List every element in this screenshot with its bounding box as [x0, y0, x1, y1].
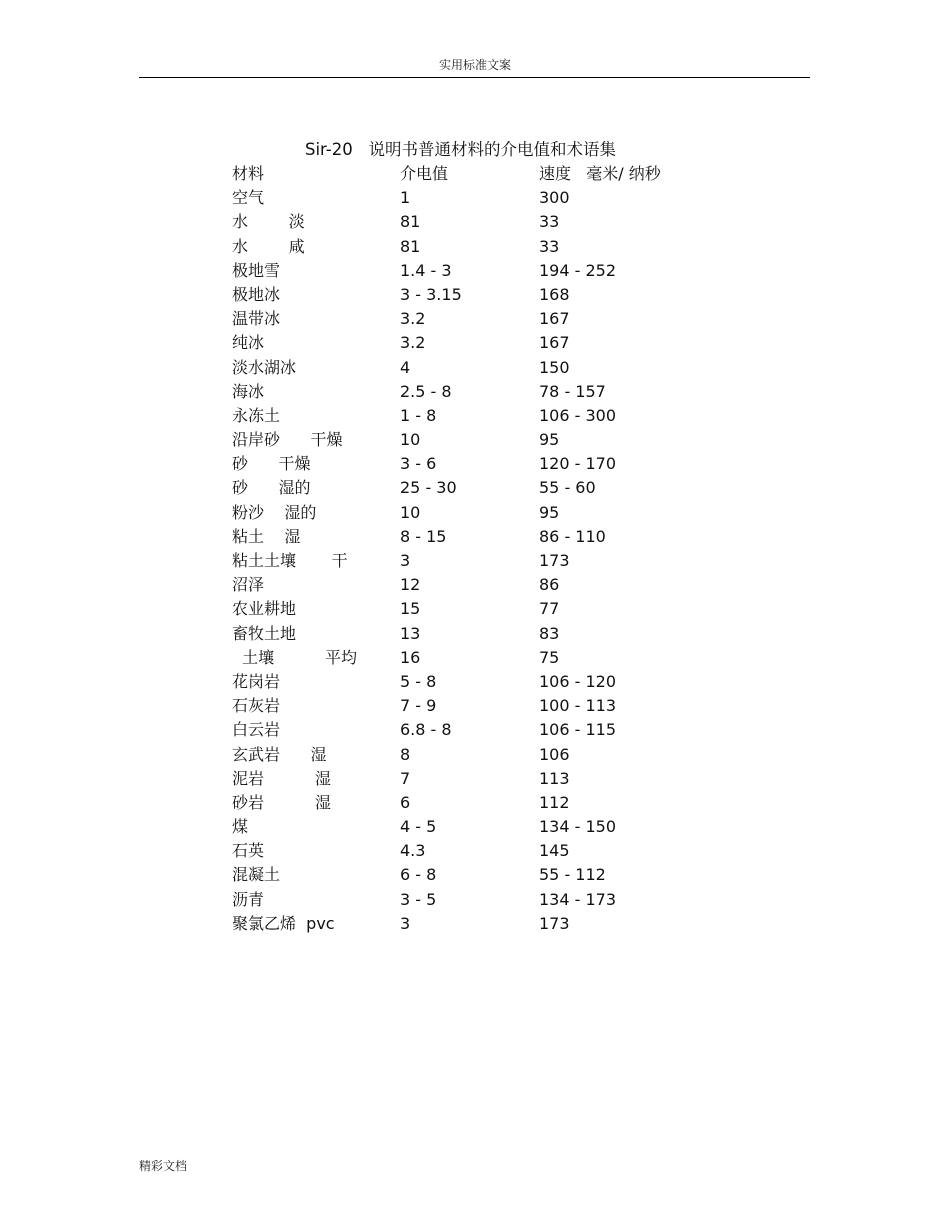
document-title: Sir-20 说明书普通材料的介电值和术语集 [305, 140, 616, 159]
table-cell-dielectric: 12 [400, 575, 421, 595]
table-cell-dielectric: 13 [400, 623, 421, 643]
table-row [232, 694, 617, 718]
table-cell-material: 煤 [232, 817, 249, 837]
table-row [232, 307, 570, 331]
table-row [232, 670, 617, 694]
table-cell-velocity: 33 [539, 212, 560, 232]
table-cell-material: 粉沙 湿的 [232, 502, 317, 522]
table-row [232, 573, 560, 597]
table-cell-dielectric: 4 [400, 357, 411, 377]
table-cell-dielectric: 81 [400, 212, 421, 232]
table-cell-material: 温带冰 [232, 309, 281, 329]
table-cell-velocity: 167 [539, 309, 570, 329]
table-cell-dielectric: 3.2 [400, 333, 426, 353]
table-cell-dielectric: 1 [400, 188, 411, 208]
table-cell-velocity: 134 - 150 [539, 817, 617, 837]
table-cell-dielectric: 7 - 9 [400, 696, 437, 716]
table-row [232, 356, 570, 380]
table-cell-velocity: 106 [539, 744, 570, 764]
table-cell-dielectric: 8 - 15 [400, 526, 447, 546]
table-cell-velocity: 95 [539, 430, 560, 450]
table-row [232, 622, 560, 646]
table-cell-velocity: 106 - 300 [539, 405, 617, 425]
table-row [232, 404, 617, 428]
table-cell-dielectric: 1.4 - 3 [400, 260, 452, 280]
table-row [232, 815, 617, 839]
table-cell-dielectric: 2.5 - 8 [400, 381, 452, 401]
table-row [232, 525, 606, 549]
table-row [232, 718, 617, 742]
column-header-dielectric: 介电值 [400, 164, 449, 183]
column-header-velocity: 速度 毫米/ 纳秒 [539, 164, 661, 183]
table-cell-velocity: 150 [539, 357, 570, 377]
table-cell-material: 沥青 [232, 889, 265, 909]
table-row [232, 767, 570, 791]
table-cell-dielectric: 6 [400, 792, 411, 812]
table-row [232, 331, 570, 355]
table-cell-velocity: 86 - 110 [539, 526, 606, 546]
table-row [232, 428, 560, 452]
dielectric-table [232, 162, 661, 936]
table-cell-material: 石灰岩 [232, 696, 281, 716]
table-cell-velocity: 33 [539, 236, 560, 256]
table-cell-velocity: 106 - 115 [539, 720, 617, 740]
table-cell-velocity: 113 [539, 768, 570, 788]
table-cell-dielectric: 3 - 5 [400, 889, 437, 909]
table-cell-material: 砂 干燥 [232, 454, 311, 474]
table-row [232, 186, 570, 210]
table-cell-velocity: 55 - 60 [539, 478, 596, 498]
table-cell-velocity: 75 [539, 647, 560, 667]
table-cell-material: 永冻土 [232, 405, 281, 425]
table-cell-material: 玄武岩 湿 [232, 744, 327, 764]
table-cell-dielectric: 5 - 8 [400, 671, 437, 691]
table-cell-material: 白云岩 [232, 720, 281, 740]
table-row [232, 646, 560, 670]
table-cell-dielectric: 7 [400, 768, 411, 788]
table-cell-material: 水 咸 [232, 236, 305, 256]
table-row [232, 283, 570, 307]
table-row [232, 476, 596, 500]
table-row [232, 597, 560, 621]
table-cell-velocity: 100 - 113 [539, 696, 617, 716]
table-cell-material: 沿岸砂 干燥 [232, 430, 343, 450]
table-row [232, 452, 617, 476]
header-divider [139, 77, 810, 78]
table-cell-material: 土壤 平均 [232, 647, 358, 667]
table-cell-material: 砂岩 湿 [232, 792, 331, 812]
table-cell-velocity: 86 [539, 575, 560, 595]
table-cell-material: 极地冰 [232, 284, 281, 304]
table-cell-dielectric: 6.8 - 8 [400, 720, 452, 740]
page-header: 实用标准文案 [438, 58, 511, 72]
table-row [232, 501, 560, 525]
table-row [232, 259, 617, 283]
table-cell-material: 泥岩 湿 [232, 768, 331, 788]
table-cell-dielectric: 16 [400, 647, 421, 667]
table-row [232, 912, 570, 936]
table-row [232, 235, 560, 259]
table-cell-material: 粘土 湿 [232, 526, 301, 546]
table-cell-velocity: 145 [539, 841, 570, 861]
table-cell-dielectric: 1 - 8 [400, 405, 437, 425]
table-cell-velocity: 77 [539, 599, 560, 619]
table-cell-material: 沼泽 [232, 575, 265, 595]
table-cell-material: 石英 [232, 841, 265, 861]
table-cell-dielectric: 3 [400, 913, 411, 933]
table-cell-material: 聚氯乙烯 pvc [232, 913, 335, 933]
table-cell-velocity: 167 [539, 333, 570, 353]
table-cell-material: 极地雪 [232, 260, 281, 280]
table-cell-dielectric: 8 [400, 744, 411, 764]
table-cell-material: 水 淡 [232, 212, 305, 232]
table-cell-velocity: 173 [539, 551, 570, 570]
table-cell-material: 畜牧土地 [232, 623, 297, 643]
table-header-row [232, 162, 661, 186]
table-cell-velocity: 120 - 170 [539, 454, 617, 474]
table-cell-material: 纯冰 [232, 333, 265, 353]
table-cell-material: 空气 [232, 188, 265, 208]
table-row [232, 210, 560, 234]
table-cell-material: 农业耕地 [232, 599, 297, 619]
table-cell-velocity: 83 [539, 623, 560, 643]
table-row [232, 863, 606, 887]
table-cell-velocity: 168 [539, 284, 570, 304]
table-cell-velocity: 55 - 112 [539, 865, 606, 885]
table-cell-velocity: 95 [539, 502, 560, 522]
table-cell-material: 淡水湖冰 [232, 357, 297, 377]
table-cell-dielectric: 3 - 3.15 [400, 284, 462, 304]
table-cell-dielectric: 10 [400, 502, 421, 522]
table-cell-velocity: 134 - 173 [539, 889, 617, 909]
table-cell-velocity: 173 [539, 913, 570, 933]
table-row [232, 380, 606, 404]
table-cell-dielectric: 81 [400, 236, 421, 256]
table-row [232, 888, 617, 912]
table-cell-velocity: 300 [539, 188, 570, 208]
table-cell-material: 粘土土壤 干 [232, 551, 348, 570]
table-cell-dielectric: 4.3 [400, 841, 426, 861]
table-cell-material: 花岗岩 [232, 671, 281, 691]
table-row [232, 839, 570, 863]
table-cell-dielectric: 6 - 8 [400, 865, 437, 885]
table-cell-material: 砂 湿的 [232, 478, 311, 498]
table-row [232, 791, 570, 815]
table-cell-velocity: 106 - 120 [539, 671, 617, 691]
table-row [232, 743, 570, 767]
table-cell-material: 混凝土 [232, 865, 281, 885]
page-footer: 精彩文档 [139, 1159, 188, 1173]
table-cell-velocity: 112 [539, 792, 570, 812]
table-cell-dielectric: 3 - 6 [400, 454, 437, 474]
table-row [232, 549, 570, 573]
column-header-material: 材料 [232, 164, 265, 183]
table-cell-velocity: 78 - 157 [539, 381, 606, 401]
table-cell-velocity: 194 - 252 [539, 260, 617, 280]
table-cell-dielectric: 4 - 5 [400, 817, 437, 837]
table-cell-dielectric: 3.2 [400, 309, 426, 329]
table-cell-dielectric: 3 [400, 551, 411, 570]
table-cell-dielectric: 25 - 30 [400, 478, 457, 498]
table-cell-material: 海冰 [232, 381, 265, 401]
table-cell-dielectric: 15 [400, 599, 421, 619]
table-cell-dielectric: 10 [400, 430, 421, 450]
